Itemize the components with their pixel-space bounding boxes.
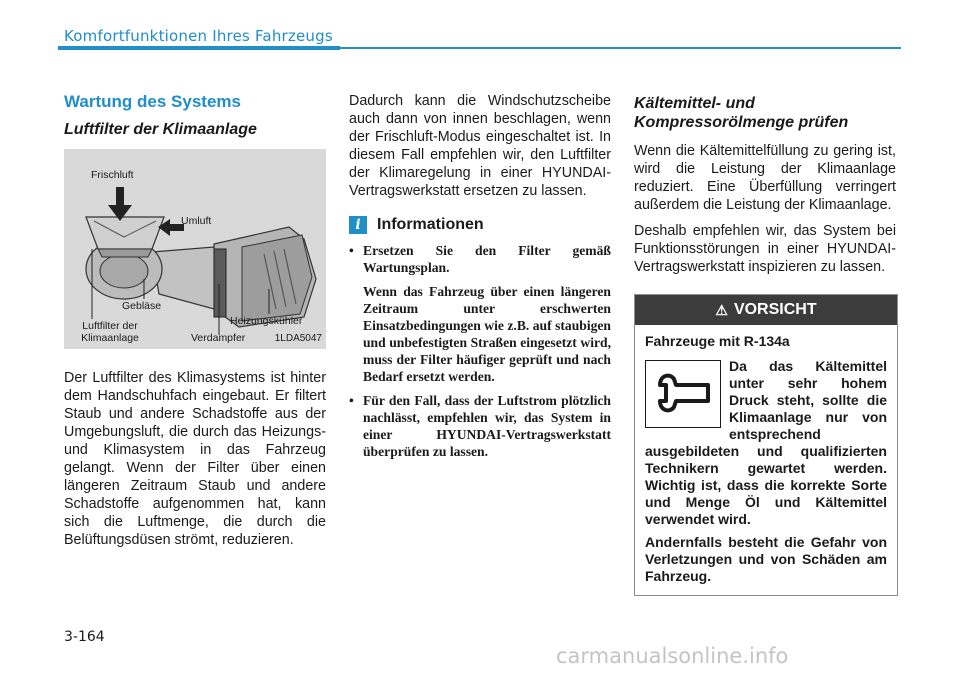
caution-subtitle: Fahrzeuge mit R-134a: [645, 333, 790, 349]
label-frischluft: Frischluft: [91, 169, 134, 181]
caution-title: VORSICHT: [733, 301, 817, 318]
caution-para-2: Andernfalls besteht die Gefahr von Verletzungen und von Schäden am Fahrzeug.: [645, 534, 887, 584]
refrigerant-subtitle: Kältemittel- und Kompressorölmenge prüfen: [634, 95, 849, 131]
wrench-icon: [645, 360, 721, 428]
bullet: •: [349, 393, 354, 408]
info-title: Informationen: [377, 216, 484, 233]
label-heizungskuehler: Heizungskühler: [230, 315, 303, 327]
info-heading: [349, 216, 611, 234]
warning-triangle-icon: ⚠: [715, 301, 728, 318]
list-item: [349, 392, 611, 460]
info-item-1: Ersetzen Sie den Filter gemäß Wartungsplan.: [363, 243, 611, 275]
caution-para-1: Da das Kältemittel unter sehr hohem Druck steht, sollte die Klimaanlage nur von entsprechend ausgebildeten und qualifizierten Technikern gewartet werden. Wichtig ist, dass die korrekte Sorte und Menge Öl und Kältemittel verwendet wird.: [645, 358, 887, 527]
bullet: •: [349, 243, 354, 258]
column-right: [634, 92, 896, 596]
info-item-2: Für den Fall, dass der Luftstrom plötzlich nachlässt, empfehlen wir, das System in einer HYUNDAI-Vertragswerkstatt überprüfen zu lassen.: [363, 393, 611, 459]
label-umluft: Umluft: [181, 215, 212, 227]
figure-code: 1LDA5047: [274, 333, 322, 344]
header-rule-thin: [340, 47, 901, 49]
info-item-1b: Wenn das Fahrzeug über einen längeren Zeitraum unter erschwerten Einsatzbedingungen wie z.B. auf staubigen und unbefestigten Straßen eingesetzt wird, muss der Filter häufiger geprüft und nach Bedarf ersetzt werden.: [363, 284, 611, 384]
info-icon: i: [349, 216, 367, 234]
column-middle: [349, 92, 611, 467]
caution-box: [634, 294, 898, 596]
header-rule-thick: [58, 46, 340, 50]
list-item: [349, 242, 611, 385]
section-title: Wartung des Systems: [64, 92, 241, 111]
refrigerant-para-2: Deshalb empfehlen wir, das System bei Funktionsstörungen in einer HYUNDAI-Vertragswerkstatt inspizieren zu lassen.: [634, 223, 896, 275]
watermark: carmanualsonline.info: [556, 644, 789, 668]
caution-header: [635, 295, 897, 325]
label-luftfilter: Luftfilter der Klimaanlage: [81, 320, 139, 344]
label-verdampfer: Verdampfer: [191, 332, 246, 344]
filter-subtitle: Luftfilter der Klimaanlage: [64, 121, 257, 138]
refrigerant-para-1: Wenn die Kältemittelfüllung zu gering ist, wird die Leistung der Klimaanlage reduziert. Eine Überfüllung verringert außerdem die Leistung der Klimaanlage.: [634, 143, 896, 213]
col2-body-text: Dadurch kann die Windschutzscheibe auch dann von innen beschlagen, wenn der Frischluft-Modus eingeschaltet ist. In diesem Fall empfehlen wir, den Luftfilter der Klimaregelung in einer HYUNDAI-Vertragswerkstatt ersetzen zu lassen.: [349, 93, 611, 199]
info-list: [349, 242, 611, 460]
header-title: Komfortfunktionen Ihres Fahrzeugs: [64, 27, 333, 45]
page-number: 3-164: [64, 629, 105, 645]
filter-body-text: Der Luftfilter des Klimasystems ist hinter dem Handschuhfach eingebaut. Er filtert Staub und andere Schadstoffe aus der Umgebungsluft, die durch das Heizungs- und Klimasystem in das Fahrzeug gelangt. Wenn der Filter über einen längeren Zeitraum Staub und andere Schadstoffe aufgenommen hat, kann sich die Luftmenge, die durch die Belüftungsdüsen strömt, reduzieren.: [64, 370, 326, 548]
label-geblaese: Gebläse: [122, 300, 162, 312]
column-left: [64, 92, 326, 549]
caution-body: [635, 325, 897, 595]
hvac-figure: [64, 149, 326, 349]
